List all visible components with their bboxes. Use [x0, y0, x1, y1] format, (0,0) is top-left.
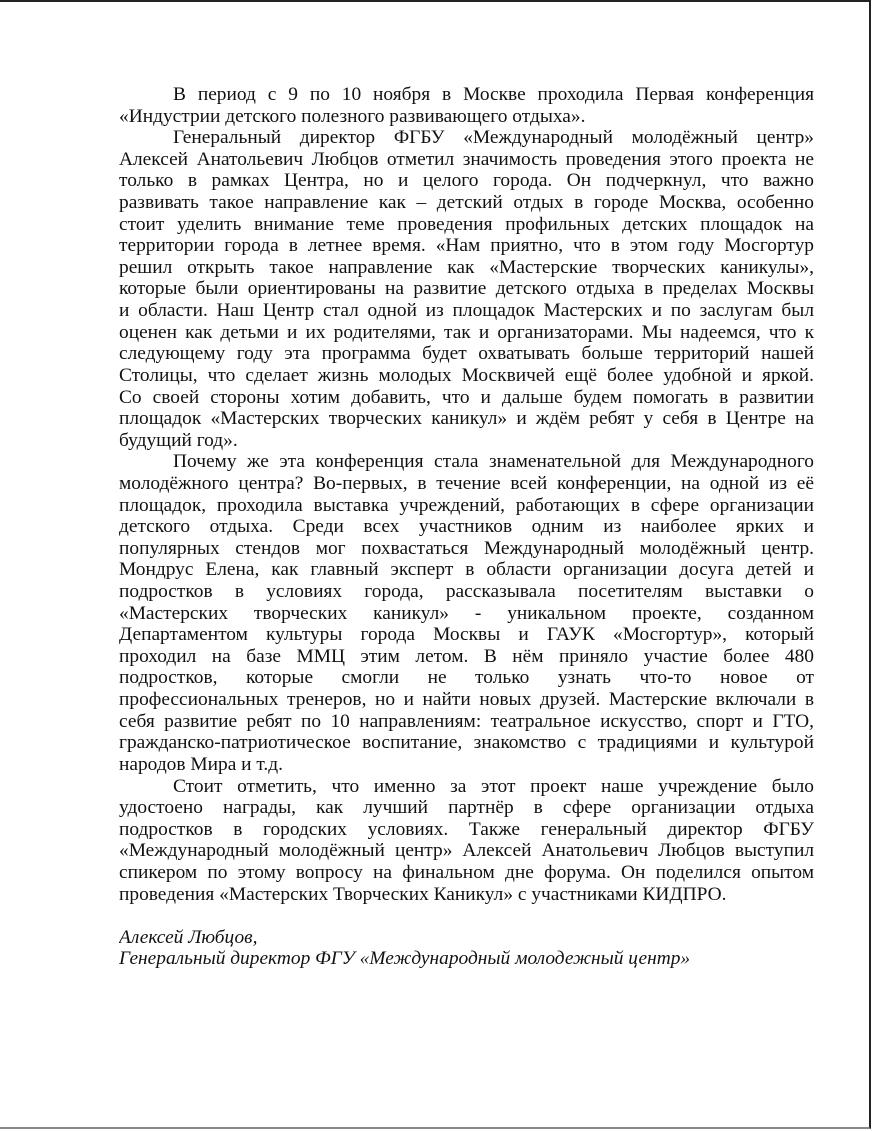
- paragraph-director-quote: [119, 127, 814, 451]
- text-line: подростков, которые смогли не только узнать что-то новое от: [119, 667, 814, 689]
- paragraph-exhibition: [119, 451, 814, 775]
- text-line: только в рамках Центра, но и целого города. Он подчеркнул, что важно: [119, 170, 814, 192]
- text-line: «Индустрии детского полезного развивающего отдыха».: [119, 105, 586, 127]
- text-line: территории города в летнее время. «Нам приятно, что в этом году Мосгортур: [119, 235, 814, 257]
- text-line: площадок «Мастерских творческих каникул» и ждём ребят у себя в Центре на: [119, 408, 814, 430]
- text-line: популярных стендов мог похвастаться Международный молодёжный центр.: [119, 537, 814, 559]
- text-line: Столицы, что сделает жизнь молодых Москвичей ещё более удобной и яркой.: [119, 364, 814, 386]
- text-line: себя развитие ребят по 10 направлениям: театральное искусство, спорт и ГТО,: [119, 710, 814, 732]
- text-line: подростков в городских условиях. Также генеральный директор ФГБУ: [119, 818, 814, 840]
- text-line: площадок, проходила выставка учреждений, работающих в сфере организации: [119, 494, 814, 516]
- text-line: гражданско-патриотическое воспитание, знакомство с традициями и культурой: [119, 732, 814, 754]
- text-line: решил открыть такое направление как «Мастерские творческих каникулы»,: [119, 256, 814, 278]
- text-line: спикером по этому вопросу на финальном дне форума. Он поделился опытом: [119, 861, 814, 883]
- text-line: Стоит отметить, что именно за этот проект наше учреждение было: [173, 775, 814, 797]
- text-line: подростков в условиях города, рассказывала посетителям выставки о: [119, 581, 814, 603]
- text-line: Почему же эта конференция стала знаменательной для Международного: [173, 451, 814, 473]
- text-line: развивать такое направление как – детский отдых в городе Москва, особенно: [119, 192, 814, 214]
- text-line: проходил на базе ММЦ этим летом. В нём приняло участие более 480: [119, 645, 814, 667]
- text-line: Мондрус Елена, как главный эксперт в области организации досуга детей и: [119, 559, 814, 581]
- text-line: оценен как детьми и их родителями, так и организаторами. Мы надеемся, что к: [119, 321, 814, 343]
- text-line: Департаментом культуры города Москвы и ГАУК «Мосгортур», который: [119, 624, 814, 646]
- text-line: будущий год».: [119, 429, 238, 451]
- text-line: «Мастерских творческих каникул» - уникальном проекте, созданном: [119, 602, 814, 624]
- text-line: молодёжного центра? Во-первых, в течение всей конференции, на одной из её: [119, 472, 814, 494]
- paragraph-intro: [119, 84, 814, 127]
- text-line: профессиональных тренеров, но и найти новых друзей. Мастерские включали в: [119, 689, 814, 711]
- signature-name: Алексей Любцов,: [119, 926, 258, 948]
- text-line: удостоено награды, как лучший партнёр в сфере организации отдыха: [119, 797, 814, 819]
- text-line: детского отдыха. Среди всех участников одним из наиболее ярких и: [119, 516, 814, 538]
- text-line: проведения «Мастерских Творческих Каникул» с участниками КИДПРО.: [119, 883, 727, 905]
- text-line: следующему году эта программа будет охватывать больше территорий нашей: [119, 343, 814, 365]
- signature-title: Генеральный директор ФГУ «Международный молодежный центр»: [119, 948, 691, 970]
- paragraph-award: [119, 776, 814, 906]
- text-line: Алексей Анатольевич Любцов отметил значимость проведения этого проекта не: [119, 148, 814, 170]
- document-body: [119, 84, 814, 970]
- text-line: Со своей стороны хотим добавить, что и дальше будем помогать в развитии: [119, 386, 814, 408]
- text-line: стоит уделить внимание теме проведения профильных детских площадок на: [119, 213, 814, 235]
- text-line: «Международный молодёжный центр» Алексей Анатольевич Любцов выступил: [119, 840, 814, 862]
- text-line: и области. Наш Центр стал одной из площадок Мастерских и по заслугам был: [119, 300, 814, 322]
- signature-block: [119, 927, 814, 970]
- text-line: Генеральный директор ФГБУ «Международный молодёжный центр»: [173, 127, 814, 149]
- text-line: которые были ориентированы на развитие детского отдыха в пределах Москвы: [119, 278, 814, 300]
- text-line: народов Мира и т.д.: [119, 753, 283, 775]
- text-line: В период с 9 по 10 ноября в Москве проходила Первая конференция: [173, 84, 814, 105]
